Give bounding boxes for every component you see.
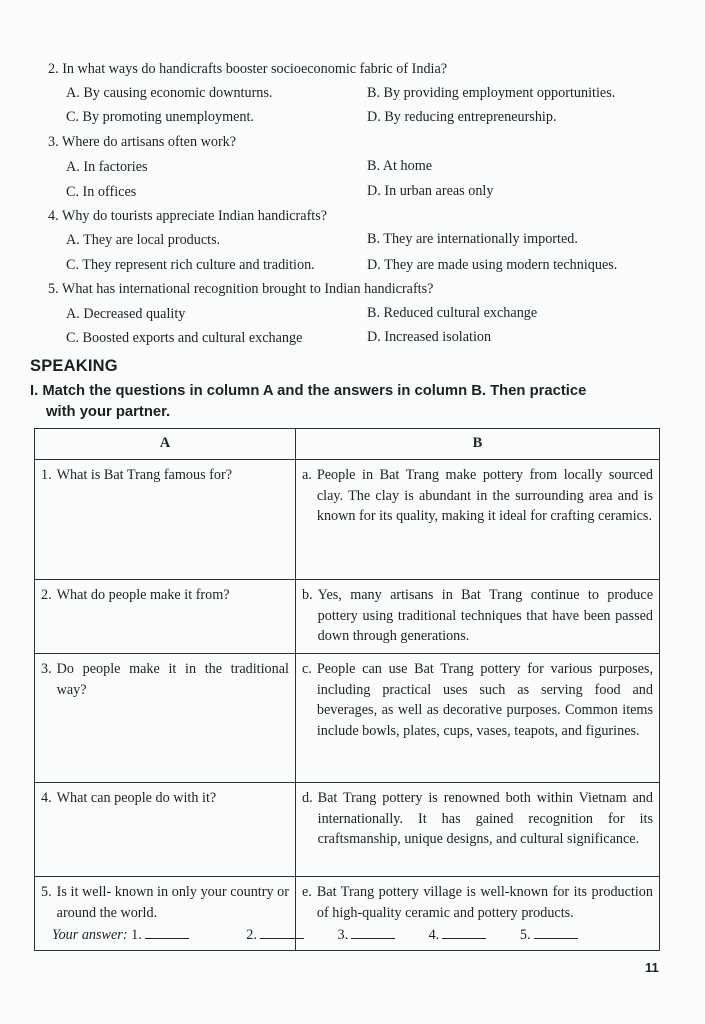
q5-option-b: B. Reduced cultural exchange xyxy=(367,305,538,321)
q2-option-b: B. By providing employment opportunities. xyxy=(367,85,616,101)
cell-question-4 xyxy=(35,783,296,877)
cell-question-3 xyxy=(35,654,296,783)
table-row xyxy=(35,783,660,877)
question-number: 1. xyxy=(41,467,52,483)
q3-option-c: C. In offices xyxy=(66,184,137,200)
matching-table xyxy=(34,428,660,951)
q4-option-a: A. They are local products. xyxy=(66,232,221,248)
question-text: Is it well- known in only your country or around the world. xyxy=(56,884,289,921)
q5-option-c: C. Boosted exports and cultural exchange xyxy=(66,330,303,346)
answer-blank-5[interactable] xyxy=(534,926,578,939)
table-row xyxy=(35,580,660,654)
q2-option-c: C. By promoting unemployment. xyxy=(66,109,254,125)
q4-option-c: C. They represent rich culture and tradition. xyxy=(66,257,315,273)
page-number: 11 xyxy=(645,960,659,975)
question-5: 5. What has international recognition brought to Indian handicrafts? xyxy=(48,281,434,297)
answer-letter: b. xyxy=(302,587,313,603)
answer-blank-1[interactable] xyxy=(145,926,189,939)
answer-slot-label-3: 3. xyxy=(337,927,349,943)
table-header-row xyxy=(35,429,660,460)
cell-answer-c xyxy=(296,654,660,783)
column-a-header: A xyxy=(35,429,296,460)
cell-question-1 xyxy=(35,460,296,580)
column-b-header: B xyxy=(296,429,660,460)
answer-text: People can use Bat Trang pottery for various purposes, including practical uses such as serving food and beverages, as well as decorative purposes. Common items include bowls, plates, cups, vases, teapots, and figurines. xyxy=(316,661,653,739)
answer-slot-label-1: 1. xyxy=(131,927,142,943)
question-text: What can people do with it? xyxy=(56,790,217,806)
question-3: 3. Where do artisans often work? xyxy=(48,134,237,150)
table-row xyxy=(35,654,660,783)
answer-text: People in Bat Trang make pottery from locally sourced clay. The clay is abundant in the surrounding area and is known for its quality, making it ideal for crafting ceramics. xyxy=(316,467,653,524)
answer-letter: c. xyxy=(302,661,312,677)
q3-option-a: A. In factories xyxy=(66,159,148,175)
question-4: 4. Why do tourists appreciate Indian handicrafts? xyxy=(48,208,328,224)
answer-blank-2[interactable] xyxy=(260,926,304,939)
question-number: 5. xyxy=(41,884,52,900)
answer-text: Bat Trang pottery village is well-known for its production of high-quality ceramic and pottery products. xyxy=(316,884,653,921)
q4-option-b: B. They are internationally imported. xyxy=(367,231,578,247)
question-number: 3. xyxy=(41,661,52,677)
answer-letter: a. xyxy=(302,467,312,483)
instruction-line-1: I. Match the questions in column A and the answers in column B. Then practice xyxy=(30,383,587,399)
q3-option-d: D. In urban areas only xyxy=(367,183,494,199)
answer-text: Yes, many artisans in Bat Trang continue to produce pottery using traditional techniques that have been passed down through generations. xyxy=(317,587,653,644)
q2-option-a: A. By causing economic downturns. xyxy=(66,85,273,101)
q5-option-a: A. Decreased quality xyxy=(66,306,186,322)
cell-question-2 xyxy=(35,580,296,654)
answer-letter: d. xyxy=(302,790,313,806)
section-heading-speaking: SPEAKING xyxy=(30,357,118,375)
answer-slot-label-4: 4. xyxy=(428,927,440,943)
q4-option-d: D. They are made using modern techniques. xyxy=(367,257,618,273)
answer-slot-label-5: 5. xyxy=(519,927,531,943)
answer-letter: e. xyxy=(302,884,312,900)
cell-answer-b xyxy=(296,580,660,654)
answer-line xyxy=(52,926,608,944)
answer-slot-label-2: 2. xyxy=(246,927,257,943)
answer-lead-label: Your answer: xyxy=(52,927,128,943)
q3-option-b: B. At home xyxy=(367,158,433,174)
q5-option-d: D. Increased isolation xyxy=(367,329,492,345)
q2-option-d: D. By reducing entrepreneurship. xyxy=(367,109,557,125)
question-text: What is Bat Trang famous for? xyxy=(56,467,232,483)
question-2: 2. In what ways do handicrafts booster socioeconomic fabric of India? xyxy=(48,61,448,77)
question-text: What do people make it from? xyxy=(56,587,230,603)
answer-blank-3[interactable] xyxy=(351,926,395,939)
instruction-line-2: with your partner. xyxy=(46,404,171,420)
answer-text: Bat Trang pottery is renowned both within Vietnam and internationally. It has gained recognition for its craftsmanship, unique designs, and cultural significance. xyxy=(317,790,653,847)
question-number: 4. xyxy=(41,790,52,806)
table-row xyxy=(35,460,660,580)
answer-blank-4[interactable] xyxy=(442,926,486,939)
cell-answer-a xyxy=(296,460,660,580)
question-text: Do people make it in the traditional way? xyxy=(56,661,289,698)
question-number: 2. xyxy=(41,587,52,603)
cell-answer-d xyxy=(296,783,660,877)
